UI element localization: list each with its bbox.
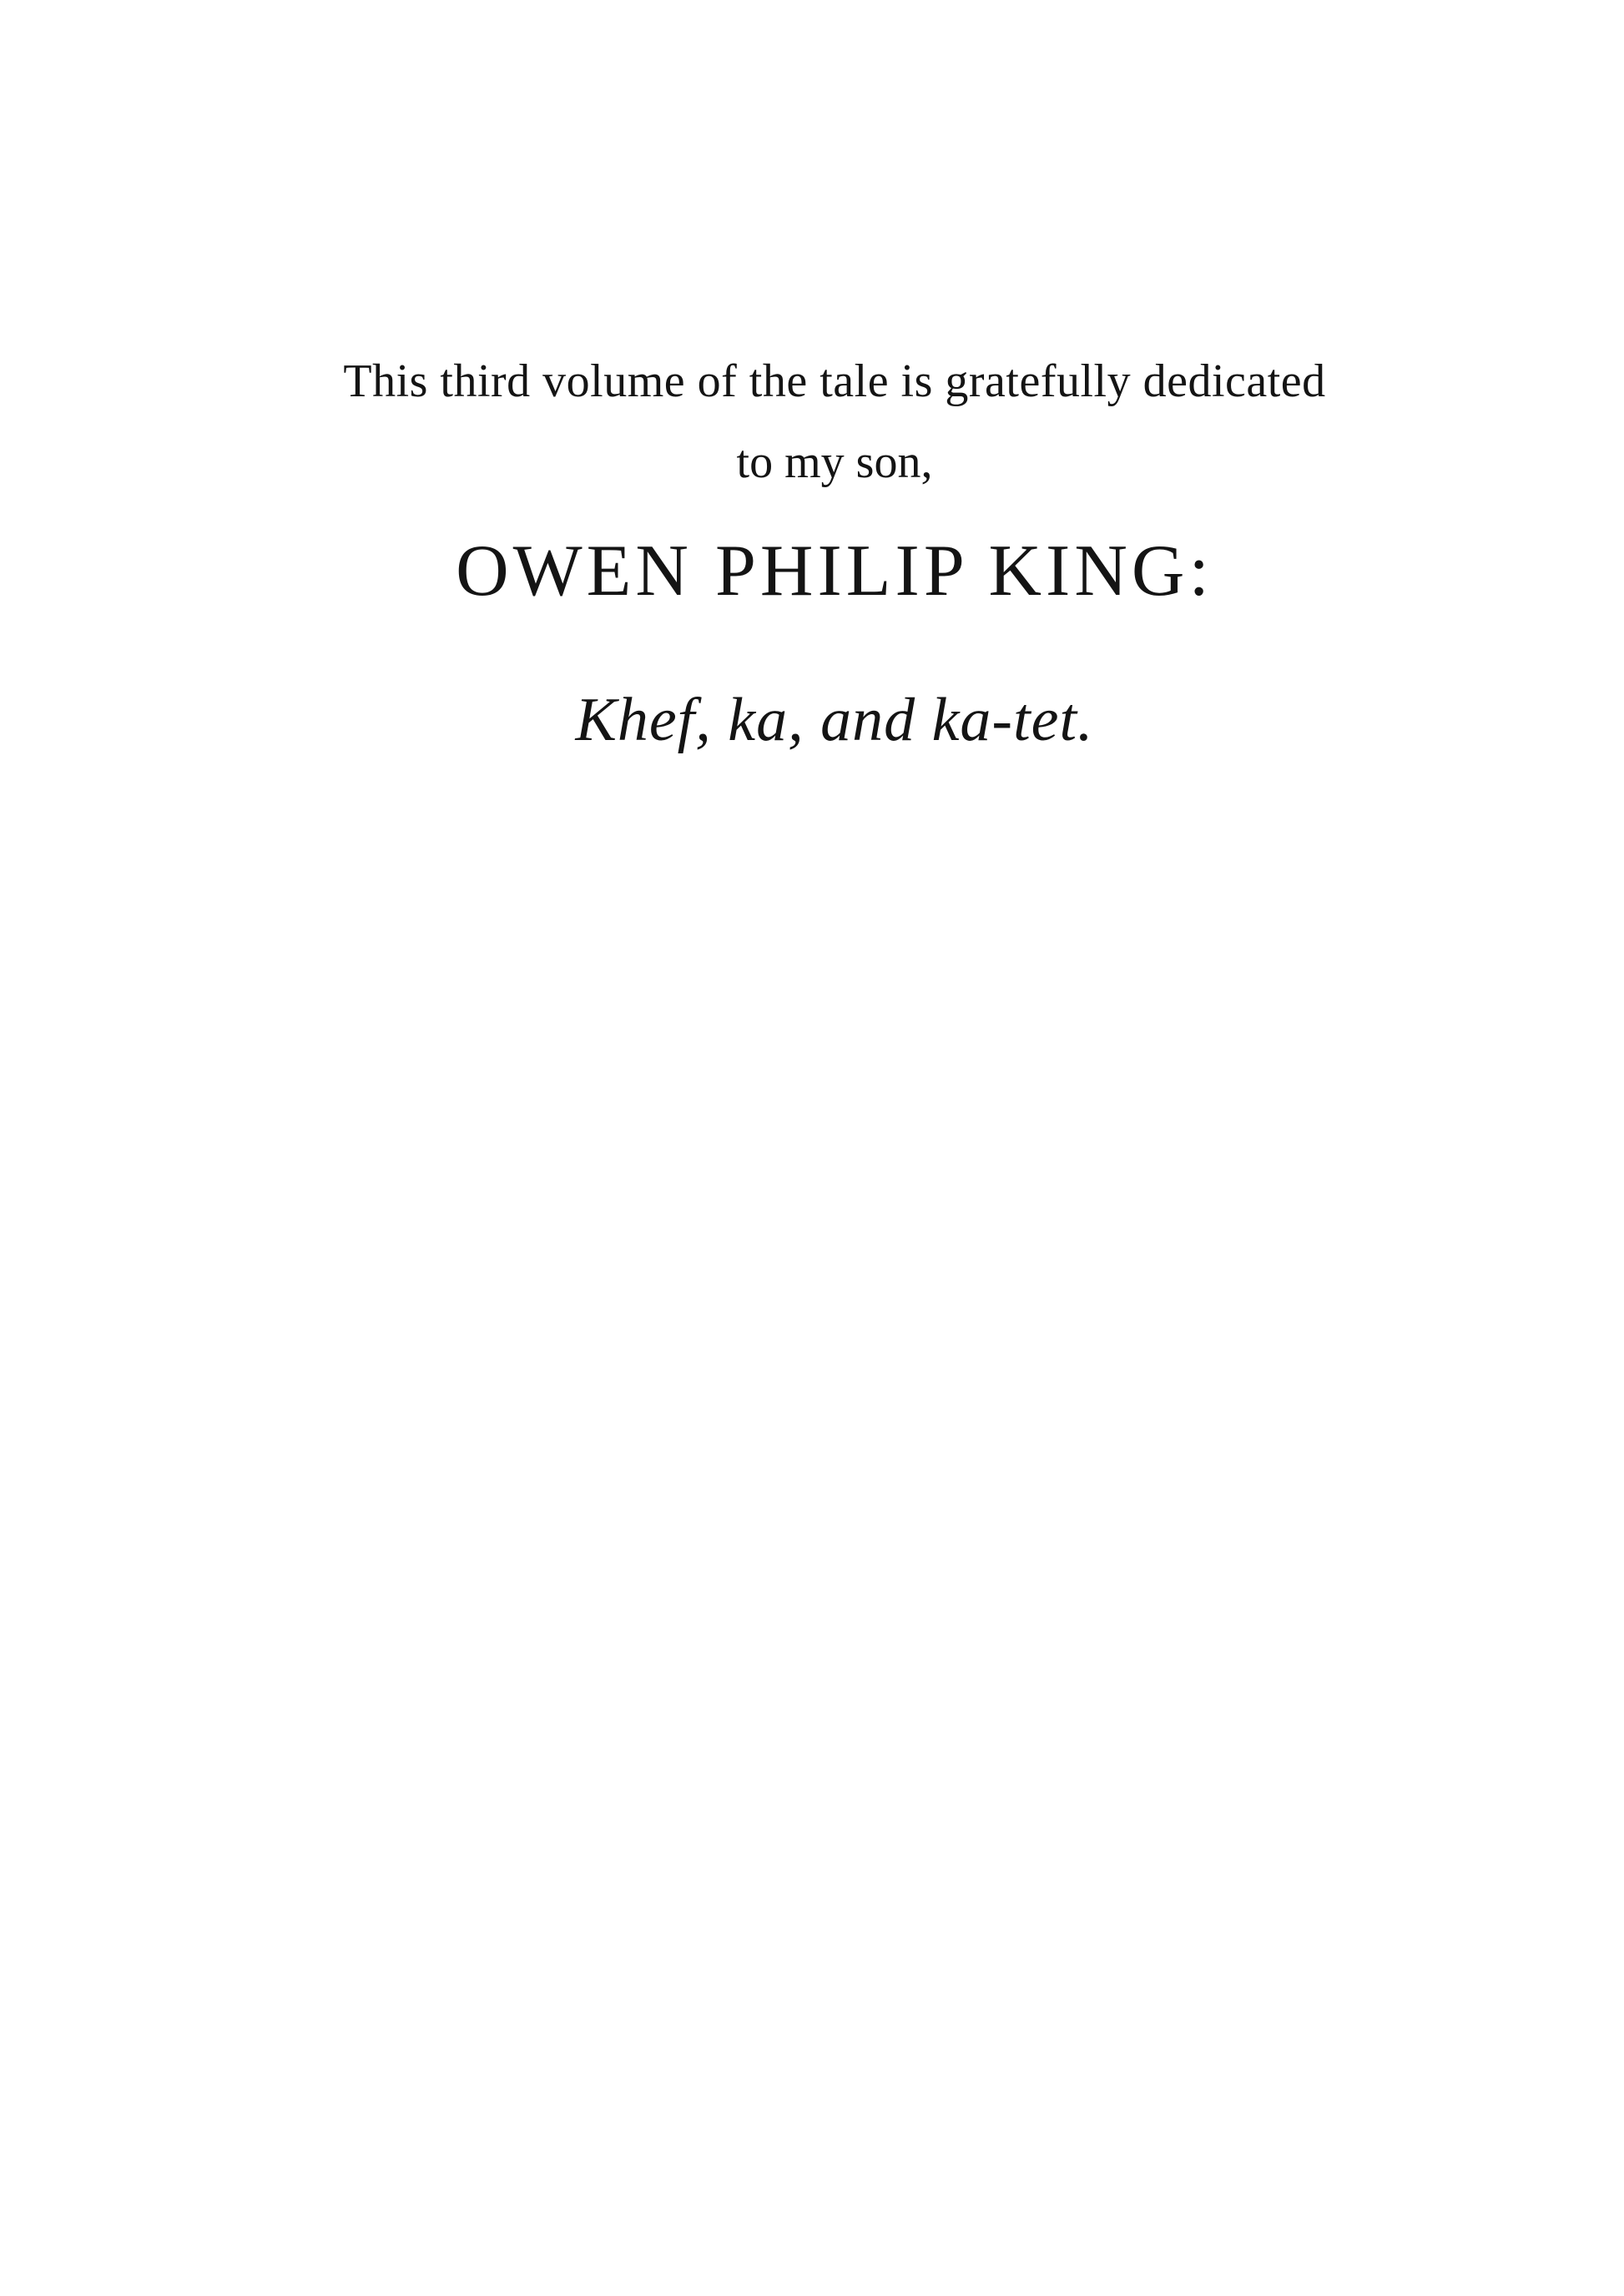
dedicatee-name: OWEN PHILIP KING: (456, 531, 1213, 612)
dedication-intro-line-1: This third volume of the tale is gratefully dedicated (343, 355, 1326, 407)
dedication-intro-line-2: to my son, (736, 436, 933, 488)
dedication-text-block (45, 354, 1624, 757)
dedication-epigraph: Khef, ka, and ka-tet. (575, 686, 1094, 754)
